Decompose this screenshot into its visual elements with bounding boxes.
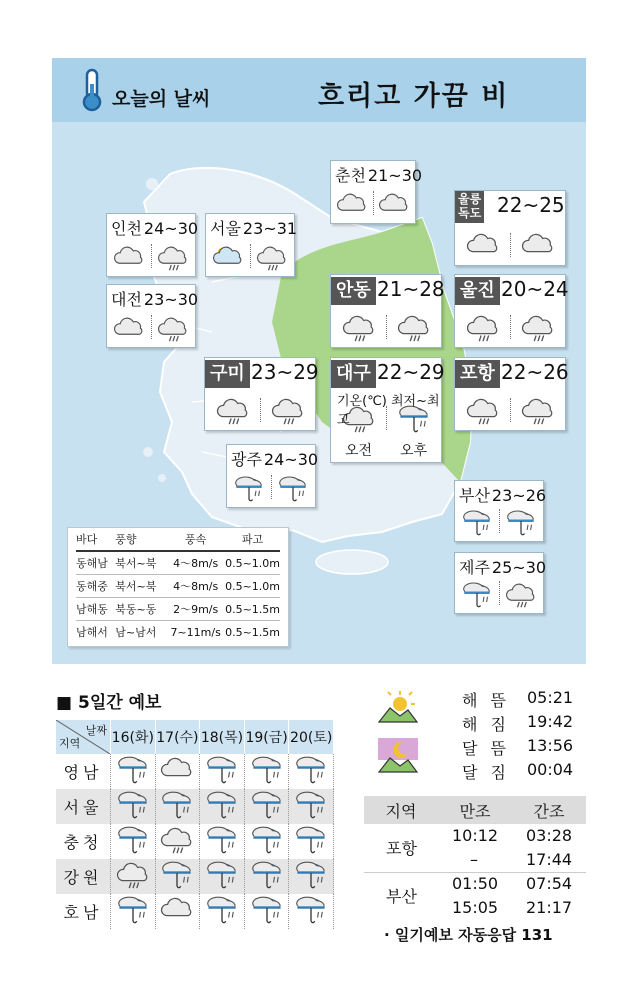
sea-cell: 2～9m/s xyxy=(173,603,219,616)
cloud-icon xyxy=(160,773,194,789)
city-card-pohang xyxy=(454,357,569,431)
city-name-tag xyxy=(455,191,484,223)
umbrella-rain-icon xyxy=(250,878,284,894)
city-card-chuncheon xyxy=(330,160,423,224)
sea-condition-table xyxy=(67,527,289,647)
moonset-label: 달 짐 xyxy=(462,763,510,782)
sea-cell: 북서~북 xyxy=(115,557,157,570)
sea-table-header xyxy=(76,528,280,552)
cloud-rain-icon xyxy=(256,244,288,272)
city-temp: 24~30 xyxy=(263,450,319,469)
forecast-cell xyxy=(155,859,200,894)
sea-cell: 남해서 xyxy=(76,626,108,639)
city-temp: 22~25 xyxy=(497,193,565,217)
forecast-cell xyxy=(111,754,156,789)
tide-low-2: 21:17 xyxy=(526,898,573,917)
auto-response-info: · 일기예보 자동응답 131 xyxy=(384,926,553,944)
tide-table xyxy=(364,796,586,824)
sea-cell: 0.5~1.0m xyxy=(225,579,280,593)
sea-cell: 0.5~1.5m xyxy=(225,625,280,639)
forecast-cell xyxy=(244,754,289,789)
forecast-cell xyxy=(289,859,334,894)
forecast-cell xyxy=(289,789,334,824)
legend-am: 오전 xyxy=(345,443,373,459)
legend-pm: 오후 xyxy=(399,443,427,459)
umbrella-rain-icon xyxy=(277,475,309,503)
umbrella-rain-icon xyxy=(461,581,493,609)
umbrella-rain-icon xyxy=(160,878,194,894)
cloud-icon xyxy=(466,231,500,261)
forecast-cell xyxy=(200,789,245,824)
am-pm-separator xyxy=(271,475,272,499)
tide-header xyxy=(364,796,586,824)
corner-diagonal xyxy=(56,720,110,754)
cloud-icon xyxy=(336,191,368,219)
tide-divider xyxy=(364,872,586,873)
cloud-rain-icon xyxy=(160,843,194,859)
moonset-time: 00:04 xyxy=(527,760,574,779)
sun-cloud-icon xyxy=(212,244,244,272)
tide-low-1: 03:28 xyxy=(526,826,573,845)
sunset-label: 해 짐 xyxy=(462,715,510,734)
am-pm-separator xyxy=(510,315,511,339)
cloud-icon xyxy=(113,244,145,272)
city-name-tag: 안동 xyxy=(331,277,376,305)
cloud-rain-icon xyxy=(157,244,189,272)
umbrella-rain-icon xyxy=(205,773,239,789)
umbrella-rain-icon xyxy=(294,878,328,894)
forecast-cell xyxy=(111,789,156,824)
city-temp: 20~24 xyxy=(501,277,569,301)
forecast-day: 19(금) xyxy=(244,720,289,754)
tide-high-1: 10:12 xyxy=(452,826,499,845)
city-label xyxy=(459,483,546,506)
city-card-daegu xyxy=(330,357,445,463)
am-pm-separator xyxy=(499,509,500,533)
city-temp: 23~30 xyxy=(143,290,199,309)
sea-header-wave: 파고 xyxy=(241,533,264,546)
city-temp: 22~26 xyxy=(501,360,569,384)
city-name: 제주 xyxy=(459,558,490,577)
umbrella-rain-icon xyxy=(294,843,328,859)
forecast-cell xyxy=(200,824,245,859)
city-name: 대전 xyxy=(111,290,142,309)
tide-region: 포항 xyxy=(386,839,417,858)
sea-cell: 4～8m/s xyxy=(173,557,219,570)
forecast-cell xyxy=(155,789,200,824)
forecast-cell xyxy=(244,789,289,824)
umbrella-rain-icon xyxy=(205,878,239,894)
forecast-cell xyxy=(200,754,245,789)
sea-row xyxy=(76,552,280,575)
umbrella-rain-icon xyxy=(116,913,150,929)
sea-header-wind-speed: 풍속 xyxy=(185,533,207,546)
city-label xyxy=(231,447,318,470)
tide-region: 부산 xyxy=(386,887,417,906)
tide-header-region: 지역 xyxy=(385,801,417,821)
umbrella-rain-icon xyxy=(160,808,194,824)
forecast-region: 강원 xyxy=(56,859,111,894)
city-name: 울릉 xyxy=(458,192,482,206)
city-temp: 23~31 xyxy=(242,219,298,238)
tide-high-2: – xyxy=(470,850,478,869)
umbrella-rain-icon xyxy=(250,808,284,824)
forecast-cell xyxy=(155,824,200,859)
forecast-row xyxy=(56,789,334,824)
moonrise-time: 13:56 xyxy=(527,736,574,755)
umbrella-rain-icon xyxy=(116,843,150,859)
sea-row xyxy=(76,598,280,621)
sea-row xyxy=(76,575,280,598)
corner-date-label: 날짜 xyxy=(85,724,107,737)
cloud-rain-icon xyxy=(157,315,189,343)
corner-region-label: 지역 xyxy=(59,737,81,750)
am-pm-separator xyxy=(510,233,511,257)
city-temp: 23~26 xyxy=(491,486,547,505)
forecast-cell xyxy=(111,894,156,929)
city-temp: 25~30 xyxy=(491,558,547,577)
forecast-title: ■ 5일간 예보 xyxy=(56,693,162,713)
forecast-cell xyxy=(244,859,289,894)
umbrella-rain-icon xyxy=(505,509,537,537)
sea-cell: 동해중 xyxy=(76,580,108,593)
forecast-cell xyxy=(289,754,334,789)
city-label xyxy=(459,555,546,578)
forecast-cell xyxy=(155,894,200,929)
city-label xyxy=(210,216,297,239)
forecast-row xyxy=(56,754,334,789)
umbrella-rain-icon xyxy=(205,808,239,824)
sea-cell: 남~남서 xyxy=(115,626,157,639)
sea-cell: 0.5~1.5m xyxy=(225,602,280,616)
cloud-rain-icon xyxy=(521,396,555,426)
am-pm-separator xyxy=(499,581,500,605)
city-temp: 23~29 xyxy=(251,360,319,384)
forecast-cell xyxy=(111,824,156,859)
city-label xyxy=(335,163,422,186)
forecast-cell xyxy=(111,859,156,894)
am-pm-separator xyxy=(373,191,374,215)
forecast-region: 서울 xyxy=(56,789,111,824)
sunrise-label: 해 뜸 xyxy=(462,691,510,710)
umbrella-rain-icon xyxy=(205,843,239,859)
am-pm-separator xyxy=(250,244,251,268)
sea-cell: 북서~북 xyxy=(115,580,157,593)
forecast-day: 17(수) xyxy=(155,720,200,754)
forecast-cell xyxy=(200,859,245,894)
city-card-uljin xyxy=(454,274,569,348)
forecast-corner xyxy=(56,720,111,754)
moonrise-label: 달 뜸 xyxy=(462,739,510,758)
forecast-day: 18(목) xyxy=(200,720,245,754)
sea-cell: 동해남 xyxy=(76,557,108,570)
cloud-rain-icon xyxy=(342,313,376,343)
forecast-cell xyxy=(244,894,289,929)
forecast-cell xyxy=(244,824,289,859)
umbrella-rain-icon xyxy=(294,773,328,789)
forecast-region: 영남 xyxy=(56,754,111,789)
city-card-daejeon xyxy=(106,284,199,348)
city-name-tag: 포항 xyxy=(455,360,500,388)
sea-cell: 0.5~1.0m xyxy=(225,556,280,570)
city-card-seoul xyxy=(205,213,298,277)
headline: 흐리고 가끔 비 xyxy=(318,81,510,112)
cloud-icon xyxy=(113,315,145,343)
sunrise-icon xyxy=(378,688,418,724)
cloud-rain-icon xyxy=(116,878,150,894)
cloud-rain-icon xyxy=(521,313,555,343)
cloud-rain-icon xyxy=(505,581,537,609)
city-temp: 22~29 xyxy=(377,360,445,384)
sea-cell: 북동~동 xyxy=(115,603,157,616)
tide-header-low: 간조 xyxy=(533,801,565,821)
forecast-region: 호남 xyxy=(56,894,111,929)
city-name-tag: 대구 xyxy=(331,360,376,388)
city-card-ulleung xyxy=(454,190,566,266)
sunrise-time: 05:21 xyxy=(527,688,574,707)
sea-header-wind-dir: 풍향 xyxy=(115,533,137,546)
city-name-tag: 구미 xyxy=(205,360,250,388)
city-label xyxy=(111,287,198,310)
cloud-icon xyxy=(378,191,410,219)
forecast-table xyxy=(56,720,334,929)
header-label: 오늘의 날씨 xyxy=(112,88,211,110)
forecast-region: 충청 xyxy=(56,824,111,859)
city-label xyxy=(111,216,198,239)
city-card-jeju xyxy=(454,552,547,614)
city-name: 춘천 xyxy=(335,166,366,185)
umbrella-rain-icon xyxy=(233,475,265,503)
forecast-cell xyxy=(155,754,200,789)
thermometer-icon xyxy=(78,68,106,112)
am-pm-separator xyxy=(151,244,152,268)
umbrella-rain-icon xyxy=(205,913,239,929)
legend-caption: 기온(℃) 최저~최고 xyxy=(337,394,440,428)
cloud-icon xyxy=(160,913,194,929)
city-card-gumi xyxy=(204,357,319,431)
city-name: 부산 xyxy=(459,486,490,505)
forecast-cell xyxy=(289,894,334,929)
moonrise-icon xyxy=(378,738,418,774)
am-pm-separator xyxy=(260,398,261,422)
umbrella-rain-icon xyxy=(116,808,150,824)
forecast-title-text: 5일간 예보 xyxy=(77,693,162,713)
city-temp: 21~30 xyxy=(367,166,423,185)
sea-cell: 남해동 xyxy=(76,603,108,616)
city-card-andong xyxy=(330,274,445,348)
sea-header-sea: 바다 xyxy=(76,533,98,546)
umbrella-rain-icon xyxy=(250,843,284,859)
cloud-rain-icon xyxy=(397,313,431,343)
forecast-day: 20(토) xyxy=(289,720,334,754)
cloud-rain-icon xyxy=(466,313,500,343)
am-pm-separator xyxy=(510,398,511,422)
cloud-rain-icon xyxy=(466,396,500,426)
tide-high-2: 15:05 xyxy=(452,898,499,917)
sea-cell: 7~11m/s xyxy=(170,625,221,639)
umbrella-rain-icon xyxy=(250,913,284,929)
cloud-rain-icon xyxy=(271,396,305,426)
umbrella-rain-icon xyxy=(294,913,328,929)
forecast-day: 16(화) xyxy=(111,720,156,754)
umbrella-rain-icon xyxy=(116,773,150,789)
city-temp: 21~28 xyxy=(377,277,445,301)
forecast-row xyxy=(56,859,334,894)
forecast-cell xyxy=(200,894,245,929)
umbrella-rain-icon xyxy=(461,509,493,537)
forecast-cell xyxy=(289,824,334,859)
umbrella-rain-icon xyxy=(294,808,328,824)
umbrella-rain-icon xyxy=(250,773,284,789)
city-name: 독도 xyxy=(458,206,482,220)
tide-high-1: 01:50 xyxy=(452,874,499,893)
city-card-gwangju xyxy=(226,444,319,508)
city-card-incheon xyxy=(106,213,199,277)
tide-header-high: 만조 xyxy=(459,801,491,821)
sea-row xyxy=(76,621,280,643)
city-name: 광주 xyxy=(231,450,262,469)
forecast-row xyxy=(56,894,334,929)
sea-cell: 4～8m/s xyxy=(173,580,219,593)
cloud-icon xyxy=(521,231,555,261)
city-name: 서울 xyxy=(210,219,241,238)
am-pm-separator xyxy=(151,315,152,339)
city-name-tag: 울진 xyxy=(455,277,500,305)
city-name: 인천 xyxy=(111,219,142,238)
city-card-busan xyxy=(454,480,547,542)
sunset-time: 19:42 xyxy=(527,712,574,731)
cloud-rain-icon xyxy=(216,396,250,426)
city-temp: 24~30 xyxy=(143,219,199,238)
am-pm-separator xyxy=(386,315,387,339)
forecast-row xyxy=(56,824,334,859)
tide-low-1: 07:54 xyxy=(526,874,573,893)
tide-low-2: 17:44 xyxy=(526,850,573,869)
